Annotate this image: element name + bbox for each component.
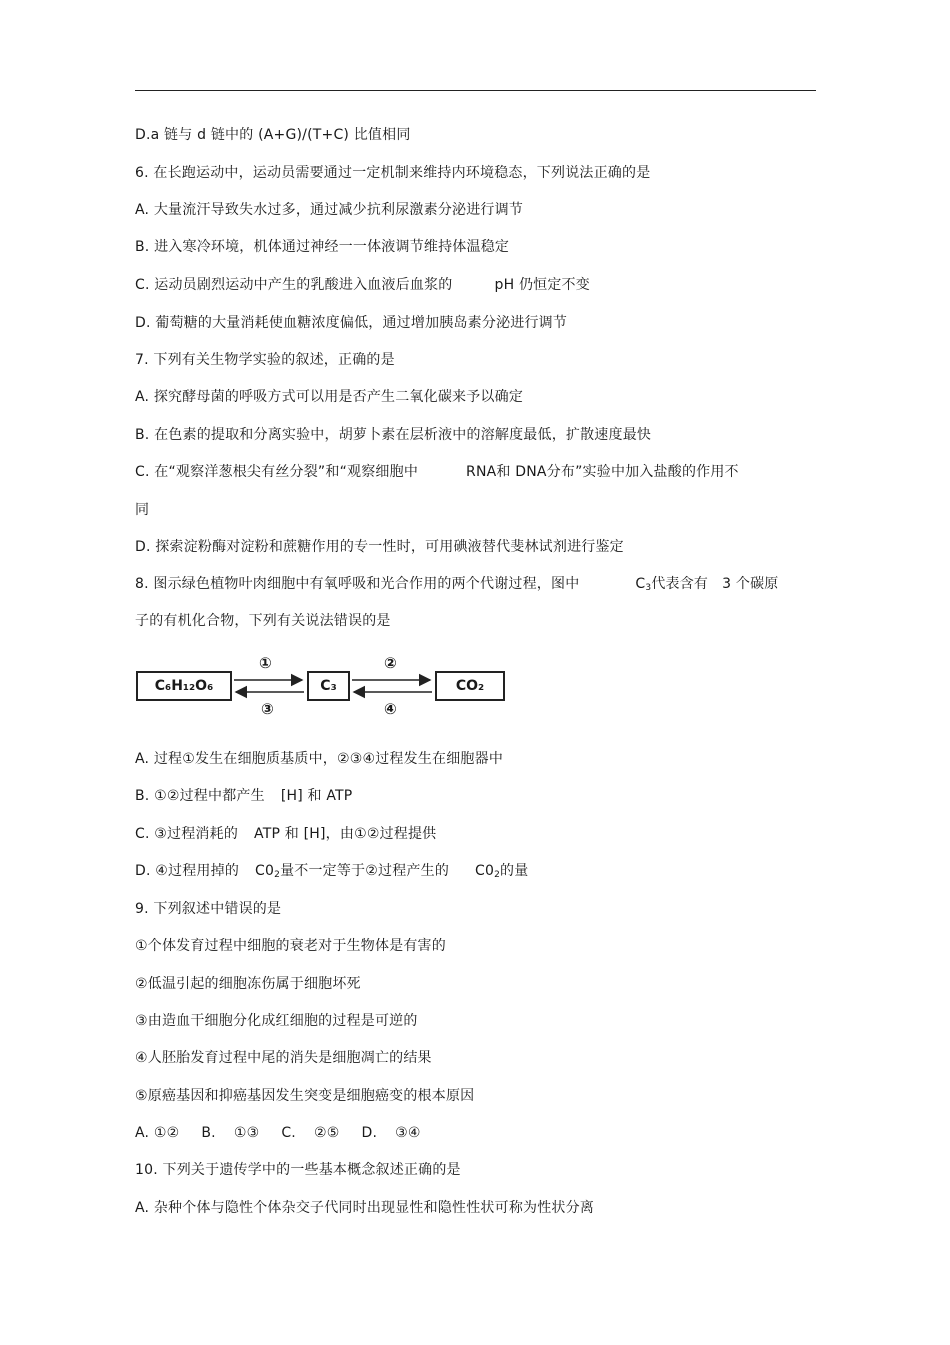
q8c-part1: C. ③过程消耗的 [135, 826, 239, 842]
question-8-cont: 子的有机化合物，下列有关说法错误的是 [135, 613, 391, 629]
q9-statement-2: ②低温引起的细胞冻伤属于细胞坏死 [135, 976, 361, 992]
q8-c3-sub: 3 [645, 583, 652, 593]
q9-statement-5: ⑤原癌基因和抑癌基因发生突变是细胞癌变的根本原因 [135, 1088, 475, 1104]
q6-option-c [135, 276, 590, 294]
q9-statement-1: ①个体发育过程中细胞的衰老对于生物体是有害的 [135, 938, 446, 954]
q9-opt-c-val: ②⑤ [313, 1125, 340, 1141]
question-9: 9. 下列叙述中错误的是 [135, 901, 282, 917]
q7-option-c-cont: 同 [135, 502, 150, 518]
q9-opt-c: C. [281, 1125, 296, 1141]
q8d-co2-b: C0 [475, 863, 495, 879]
header-rule [135, 90, 816, 91]
box-glucose: C₆H₁₂O₆ [136, 671, 232, 701]
label-4: ④ [384, 700, 397, 718]
q7-option-a: A. 探究酵母菌的呼吸方式可以用是否产生二氧化碳来予以确定 [135, 389, 524, 405]
q6c-part2: pH 仍恒定不变 [494, 277, 590, 293]
q8-option-d [135, 862, 528, 884]
q9-statement-3: ③由造血干细胞分化成红细胞的过程是可逆的 [135, 1013, 418, 1029]
box-co2: CO₂ [435, 671, 505, 701]
q8b-part2: [H] 和 ATP [280, 788, 353, 804]
q7-option-d: D. 探索淀粉酶对淀粉和蔗糖作用的专一性时，可用碘液替代斐林试剂进行鉴定 [135, 539, 624, 555]
q8-c3: C [635, 576, 646, 592]
q8d-part3: 的量 [500, 863, 529, 879]
q9-statement-4: ④人胚胎发育过程中尾的消失是细胞凋亡的结果 [135, 1050, 432, 1066]
q8d-co2-a-sub: 2 [274, 870, 281, 880]
q7-option-b: B. 在色素的提取和分离实验中，胡萝卜素在层析液中的溶解度最低，扩散速度最快 [135, 427, 652, 443]
q8d-part1: D. ④过程用掉的 [135, 863, 240, 879]
question-10: 10. 下列关于遗传学中的一些基本概念叙述正确的是 [135, 1162, 461, 1178]
question-6: 6. 在长跑运动中，运动员需要通过一定机制来维持内环境稳态，下列说法正确的是 [135, 165, 651, 181]
q6-option-b: B. 进入寒冷环境，机体通过神经一一体液调节维持体温稳定 [135, 239, 510, 255]
q6c-part1: C. 运动员剧烈运动中产生的乳酸进入血液后血浆的 [135, 277, 453, 293]
q8-part3: 3 个碳原 [722, 576, 779, 592]
q8-part1: 8. 图示绿色植物叶肉细胞中有氧呼吸和光合作用的两个代谢过程，图中 [135, 576, 580, 592]
q9-opt-d: D. [361, 1125, 378, 1141]
question-8 [135, 575, 779, 597]
q8d-part2: 量不一定等于②过程产生的 [280, 863, 450, 879]
q8d-co2-b-sub: 2 [494, 870, 501, 880]
q10-option-a: A. 杂种个体与隐性个体杂交子代同时出现显性和隐性性状可称为性状分离 [135, 1200, 595, 1216]
q8-option-b [135, 787, 352, 805]
q8-option-c [135, 825, 436, 843]
q8-part2: 代表含有 [651, 576, 709, 592]
label-1: ① [259, 654, 272, 672]
box-c3: C₃ [307, 671, 350, 701]
option-d-q5: D.a 链与 d 链中的 (A+G)/(T+C) 比值相同 [135, 127, 411, 143]
label-2: ② [384, 654, 397, 672]
q8d-co2-a: C0 [255, 863, 275, 879]
q9-opt-a: A. ①② [135, 1125, 180, 1141]
metabolism-diagram [134, 652, 509, 722]
q9-options [135, 1124, 421, 1142]
q6-option-d: D. 葡萄糖的大量消耗使血糖浓度偏低，通过增加胰岛素分泌进行调节 [135, 315, 568, 331]
q9-opt-d-val: ③④ [395, 1125, 421, 1141]
q8c-part2: ATP 和 [H]，由①②过程提供 [254, 826, 437, 842]
q7c-part2: RNA和 DNA分布”实验中加入盐酸的作用不 [466, 464, 739, 480]
q8-option-a: A. 过程①发生在细胞质基质中，②③④过程发生在细胞器中 [135, 751, 504, 767]
q7c-part1: C. 在“观察洋葱根尖有丝分裂”和“观察细胞中 [135, 464, 419, 480]
q8b-part1: B. ①②过程中都产生 [135, 788, 265, 804]
q9-opt-b: B. [201, 1125, 216, 1141]
q7-option-c [135, 463, 739, 481]
q9-opt-b-val: ①③ [233, 1125, 260, 1141]
label-3: ③ [261, 700, 274, 718]
q6-option-a: A. 大量流汗导致失水过多，通过减少抗利尿激素分泌进行调节 [135, 202, 524, 218]
question-7: 7. 下列有关生物学实验的叙述，正确的是 [135, 352, 395, 368]
